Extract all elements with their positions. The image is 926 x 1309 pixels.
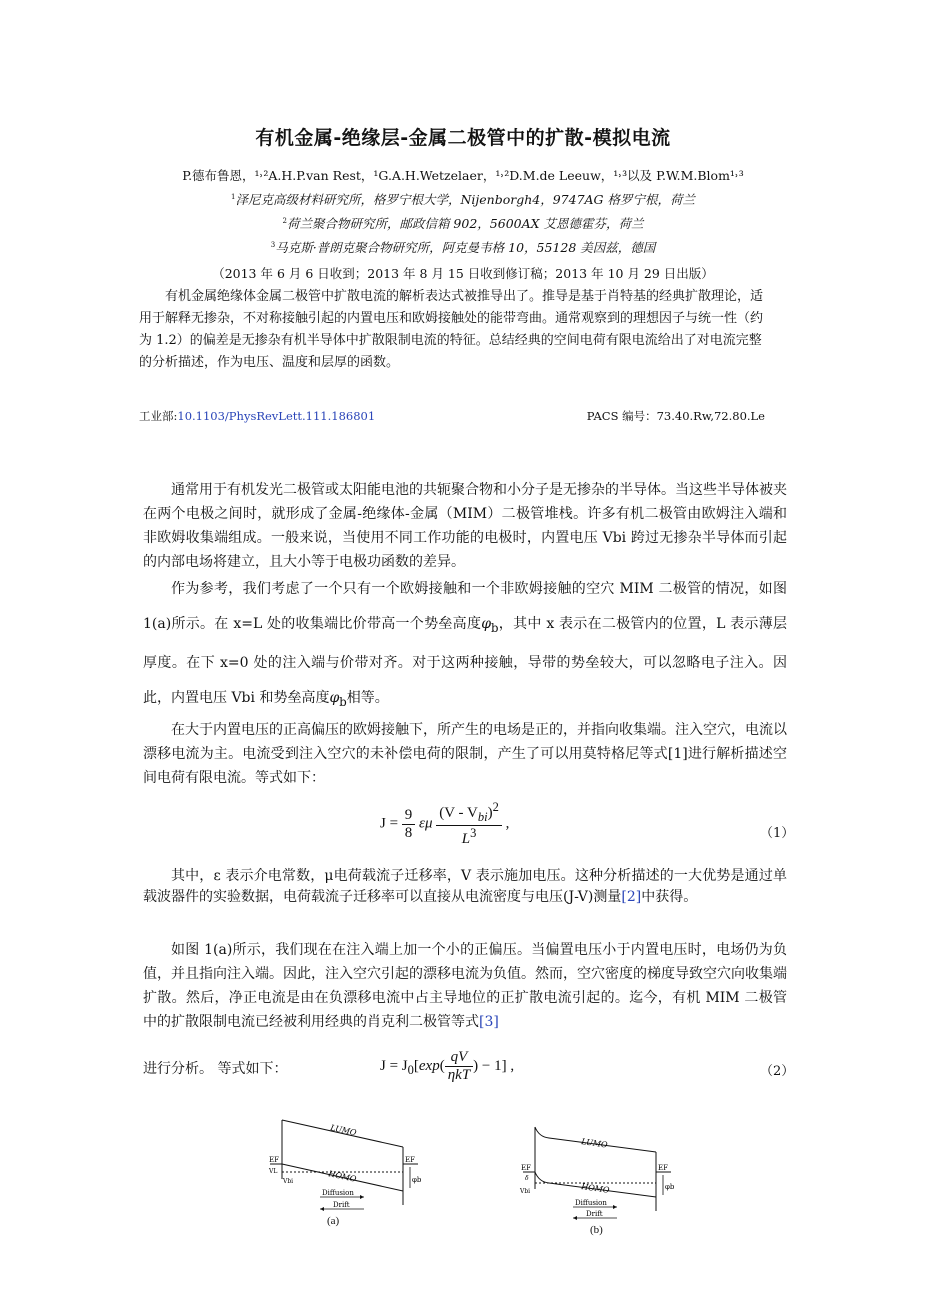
- figure-1a-label: (a): [327, 1215, 340, 1227]
- figure-1a-band-diagram: [262, 1115, 432, 1235]
- phi-label: φb: [665, 1183, 675, 1191]
- vbi-label: Vbi: [520, 1188, 531, 1195]
- affiliation-1: $^1$泽尼克高级材料研究所，格罗宁根大学，Nijenborgh4，9747AG 格罗宁根，荷兰: [230, 192, 696, 207]
- phi-label: φb: [412, 1176, 422, 1184]
- vbi-label: Vbi: [283, 1178, 294, 1185]
- drift-arrowhead: [573, 1216, 577, 1220]
- lumo-label: LUMO: [329, 1123, 358, 1138]
- reference-3[interactable]: [3]: [479, 1014, 499, 1030]
- pacs-codes: PACS 编号：73.40.Rw,72.80.Le: [586, 409, 765, 423]
- drift-label: Drift: [586, 1210, 603, 1218]
- affiliation-3: $^3$马克斯·普朗克聚合物研究所，阿克曼韦格 10，55128 美因兹，德国: [270, 240, 656, 255]
- equation-1-number: （1）: [760, 826, 795, 841]
- paragraph-3: 在大于内置电压的正高偏压的欧姆接触下，所产生的电场是正的，并指向收集端。注入空穴，电流以漂移电流为主。电流受到注入空穴的未补偿电荷的限制，产生了可以用莫特格尼等式[1]进行解析描述空间电荷有限电流。等式如下：: [143, 722, 787, 786]
- drift-arrowhead: [320, 1207, 324, 1211]
- author-list: P.德布鲁恩，¹˒²A.H.P.van Rest，¹G.A.H.Wetzelaer，¹˒²D.M.de Leeuw，¹˒³以及 P.W.M.Blom¹˒³: [182, 168, 744, 183]
- equation-1: J = $\frac{9}{8}$ εμ $\frac{(V - V_{bi})^2}{L^3}$ ,: [380, 800, 510, 847]
- diffusion-label: Diffusion: [575, 1199, 607, 1207]
- doi-link[interactable]: 10.1103/PhysRevLett.111.186801: [177, 409, 376, 423]
- lumo-label: LUMO: [580, 1137, 609, 1150]
- delta-label: δ: [525, 1175, 529, 1182]
- drift-label: Drift: [333, 1201, 350, 1209]
- paragraph-6: 进行分析。 等式如下：: [143, 1061, 288, 1077]
- paragraph-4: 其中，ε 表示介电常数，μ电荷载流子迁移率，V 表示施加电压。这种分析描述的一大优势是通过单载波器件的实验数据，电荷载流子迁移率可以直接从电流密度与电压(J-V)测量[2]中获得。: [143, 868, 787, 905]
- figure-1b-band-diagram: [515, 1125, 690, 1230]
- abstract: 有机金属绝缘体金属二极管中扩散电流的解析表达式被推导出了。推导是基于肖特基的经典扩散理论，适用于解释无掺杂，不对称接触引起的内置电压和欧姆接触处的能带弯曲。通常观察到的理想因子与统一性（约为 1.2）的偏差是无掺杂有机半导体中扩散限制电流的特征。总结经典的空间电荷有限电流给出了对电流完整的分析描述，作为电压、温度和层厚的函数。: [139, 289, 764, 370]
- doi-block: 工业部:10.1103/PhysRevLett.111.186801: [139, 409, 376, 423]
- diffusion-arrowhead: [613, 1205, 617, 1209]
- vl-label: VL: [269, 1168, 278, 1175]
- paragraph-2: 作为参考，我们考虑了一个只有一个欧姆接触和一个非欧姆接触的空穴 MIM 二极管的情况，如图 1(a)所示。在 x=L 处的收集端比价带高一个势垒高度$\varphi_b$，其中 x 表示在二极管内的位置，L 表示薄层厚度。在下 x=0 处的注入端与价带对齐。对于这两种接触，导带的势垒较大，可以忽略电子注入。因此，内置电压 Vbi 和势垒高度$\varphi_b$相等。: [143, 581, 788, 709]
- ef-left-label: EF: [521, 1164, 531, 1172]
- ef-right-label: EF: [405, 1156, 415, 1164]
- ef-left-label: EF: [269, 1156, 279, 1164]
- homo-label: HOMO: [327, 1169, 358, 1184]
- equation-2-number: （2）: [760, 1064, 795, 1079]
- figure-1b-label: (b): [590, 1224, 603, 1236]
- equation-2: $J = J_0[\exp$( $\frac{qV}{\text{ηkT}}$ ) − 1] ,: [380, 1049, 515, 1083]
- paragraph-5: 如图 1(a)所示，我们现在在注入端上加一个小的正偏压。当偏置电压小于内置电压时，电场仍为负值，并且指向注入端。因此，注入空穴引起的漂移电流为负值。然而，空穴密度的梯度导致空穴向收集端扩散。然后，净正电流是由在负漂移电流中占主导地位的正扩散电流引起的。迄今，有机 MIM 二极管中的扩散限制电流已经被利用经典的肖克利二极管等式[3]: [143, 942, 787, 1030]
- publication-dates: （2013 年 6 月 6 日收到；2013 年 8 月 15 日收到修订稿；2013 年 10 月 29 日出版）: [212, 266, 714, 281]
- diffusion-label: Diffusion: [322, 1189, 354, 1197]
- reference-2[interactable]: [2]: [621, 889, 642, 905]
- paper-title: 有机金属-绝缘层-金属二极管中的扩散-模拟电流: [255, 127, 671, 149]
- paragraph-1: 通常用于有机发光二极管或太阳能电池的共轭聚合物和小分子是无掺杂的半导体。当这些半导体被夹在两个电极之间时，就形成了金属-绝缘体-金属（MIM）二极管堆栈。许多有机二极管由欧姆注入端和非欧姆收集端组成。一般来说，当使用不同工作功能的电极时，内置电压 Vbi 跨过无掺杂半导体而引起的内部电场将建立，且大小等于电极功函数的差异。: [143, 482, 787, 570]
- homo-label: HOMO: [580, 1182, 610, 1195]
- affiliation-2: $^2$荷兰聚合物研究所，邮政信箱 902，5600AX 艾恩德霍芬，荷兰: [282, 216, 644, 231]
- ef-right-label: EF: [658, 1164, 668, 1172]
- diffusion-arrowhead: [360, 1195, 364, 1199]
